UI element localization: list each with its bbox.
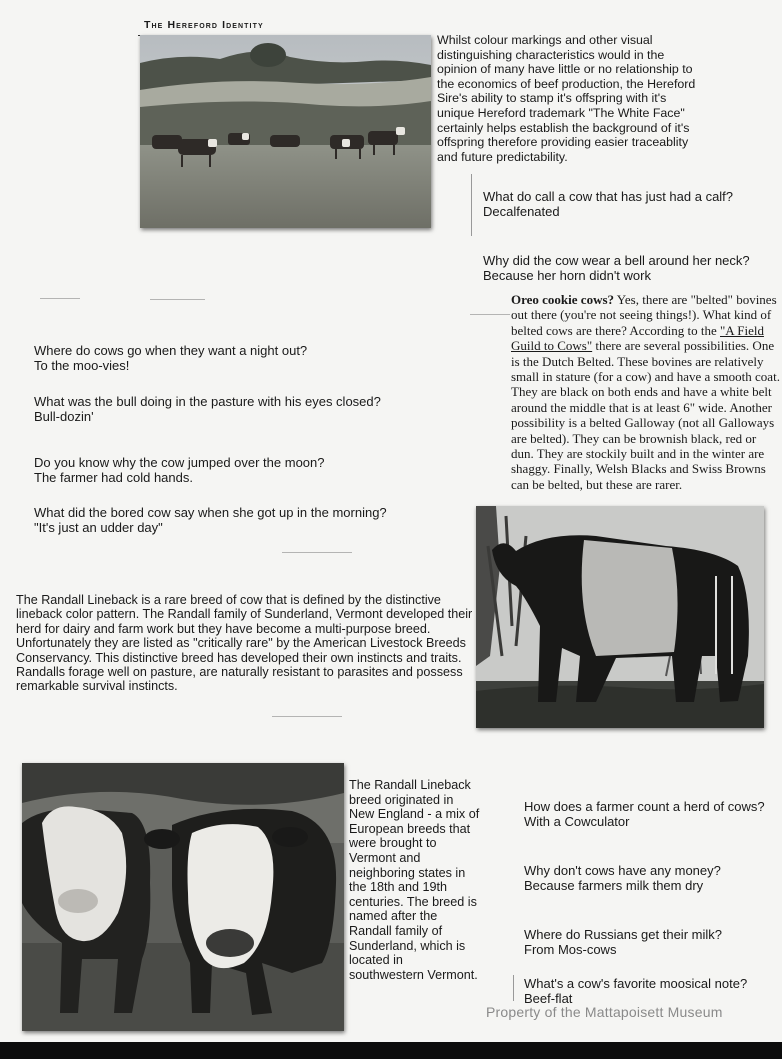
page-heading: The Hereford Identity (144, 19, 264, 31)
randall-lineback-paragraph: The Randall Lineback is a rare breed of cow that is defined by the distinctive lineback color pattern. The Randall family of Sunderland, Vermont developed their herd for dairy and farm work but they have become a multi-purpose breed. Unfortunately they are listed as "critically rare" by the American Livestock Breeds Conservancy. This distinctive breed has developed their own instincts and traits. Randalls forage well on pasture, are naturally resistant to parasites and possess remarkable survival instincts. (16, 593, 473, 694)
belted-cow-photo (476, 506, 764, 728)
joke-5 (34, 455, 374, 485)
joke-answer: From Mos-cows (524, 942, 617, 957)
divider-line (282, 552, 352, 553)
joke-answer: Beef-flat (524, 991, 573, 1006)
randall-origin-paragraph: The Randall Lineback breed originated in New England - a mix of European breeds that were brought to Vermont and neighboring states in the 18th and 19th centuries. The breed is named after the Randall family of Sunderland, which is located in southwestern Vermont. (349, 778, 480, 982)
joke-question: What did the bored cow say when she got up in the morning? (34, 505, 387, 520)
joke-question: Where do Russians get their milk? (524, 927, 722, 942)
joke-10 (524, 976, 779, 1006)
joke-question: How does a farmer count a herd of cows? (524, 799, 765, 814)
oreo-heading: Oreo cookie cows? (511, 292, 615, 307)
oreo-cows-paragraph: Oreo cookie cows? Yes, there are "belted" bovines out there (you're not seeing things!). What kind of belted cows are there? According to the "A Field Guild to Cows" there are several possibilities. One is the Dutch Belted. These bovines are relatively small in stature (for a cow) and have a smooth coat. They are black on both ends and have a white belt around the middle that is at least 6" wide. Another possibility is a belted Galloway (not all Galloways are belted). They can be brownish black, red or dun. They are stockily built and in the winter are shaggy. Finally, Welsh Blacks and Swiss Browns can be belted, but these are rarer. (511, 292, 780, 492)
joke-question: Why did the cow wear a bell around her neck? (483, 253, 750, 268)
joke-question: Do you know why the cow jumped over the moon? (34, 455, 325, 470)
museum-watermark: Property of the Mattapoisett Museum (486, 1004, 723, 1020)
joke-4 (34, 394, 434, 424)
joke-answer: To the moo-vies! (34, 358, 130, 373)
divider-line (272, 716, 342, 717)
joke-2 (483, 253, 778, 283)
randall-lineback-photo (22, 763, 344, 1031)
joke-answer: Bull-dozin' (34, 409, 94, 424)
joke-7 (524, 799, 779, 829)
joke-3 (34, 343, 374, 373)
joke-8 (524, 863, 779, 893)
hereford-herd-photo (140, 35, 431, 228)
divider-line (513, 975, 514, 1001)
joke-1 (483, 189, 773, 219)
joke-answer: Because farmers milk them dry (524, 878, 704, 893)
joke-6 (34, 505, 434, 535)
joke-question: What's a cow's favorite moosical note? (524, 976, 748, 991)
divider-line (150, 299, 205, 300)
joke-answer: Decalfenated (483, 204, 560, 219)
joke-9 (524, 927, 779, 957)
scan-bottom-edge (0, 1042, 782, 1059)
joke-answer: With a Cowculator (524, 814, 630, 829)
joke-answer: The farmer had cold hands. (34, 470, 193, 485)
divider-line (40, 298, 80, 299)
joke-question: What was the bull doing in the pasture with his eyes closed? (34, 394, 381, 409)
field-guide-link[interactable]: "A Field Guild to Cows" (511, 322, 764, 354)
joke-answer: Because her horn didn't work (483, 268, 651, 283)
divider-line (471, 174, 472, 236)
joke-question: Why don't cows have any money? (524, 863, 721, 878)
joke-answer: "It's just an udder day" (34, 520, 163, 535)
hereford-paragraph: Whilst colour markings and other visual distinguishing characteristics would in the opinion of many have little or no relationship to the economics of beef production, the Hereford Sire's ability to stamp it's offspring with it's unique Hereford trademark "The White Face" certainly helps establish the background of it's offspring therefore providing easier traceablity and future predictability. (437, 33, 696, 164)
divider-line (470, 314, 510, 315)
joke-question: What do call a cow that has just had a calf? (483, 189, 734, 204)
joke-question: Where do cows go when they want a night out? (34, 343, 308, 358)
